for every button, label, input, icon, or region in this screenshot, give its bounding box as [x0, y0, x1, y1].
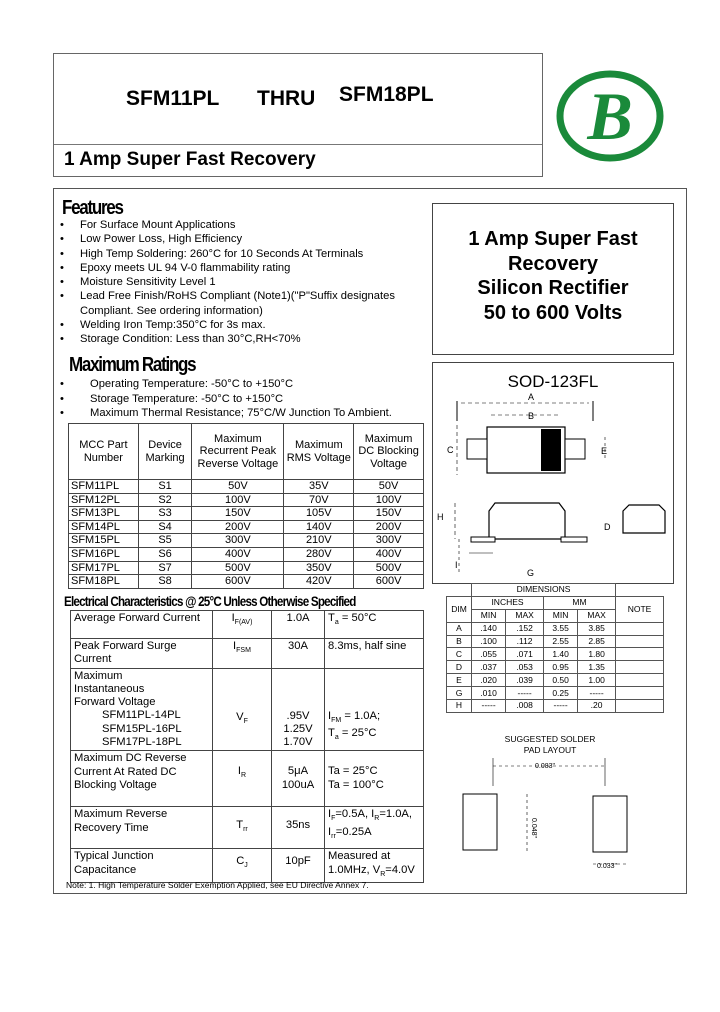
min-header: MIN — [472, 609, 506, 622]
cond-sub: R — [380, 871, 386, 879]
cond-sub: F — [331, 815, 336, 823]
max-ratings-table — [68, 423, 424, 589]
mm-header: MM — [544, 596, 616, 609]
cond-rest: = 1.0A; — [341, 709, 381, 722]
dimensions-table — [446, 583, 664, 713]
cond-text: 1.0MHz, V — [328, 863, 381, 876]
table-cell: SFM16PL — [69, 547, 139, 561]
symbol-cell — [213, 849, 272, 883]
table-cell: D — [447, 661, 472, 674]
solder-title-line: SUGGESTED SOLDER — [504, 734, 596, 744]
table-cell: 100V — [354, 493, 424, 507]
table-row — [69, 561, 424, 575]
solder-title-line: PAD LAYOUT — [523, 745, 577, 755]
table-cell: 200V — [192, 520, 284, 534]
condition-cell — [325, 611, 424, 639]
header-subtitle: 1 Amp Super Fast Recovery — [64, 149, 316, 170]
lead-left — [467, 439, 487, 459]
param-line: Forward Voltage — [74, 696, 156, 709]
table-cell: 140V — [284, 520, 354, 534]
dim-h-pad-label: 0.048" — [530, 818, 537, 839]
summary-box — [432, 203, 674, 355]
table-cell: 100V — [192, 493, 284, 507]
solder-title — [470, 734, 630, 756]
symbol-text: V — [236, 710, 244, 723]
table-cell: E — [447, 674, 472, 687]
table-cell: 600V — [192, 575, 284, 589]
table-cell: 50V — [354, 480, 424, 494]
param-cell: Maximum DC Reverse Current At Rated DC Blocking Voltage — [71, 751, 213, 807]
symbol-sub: J — [244, 862, 248, 870]
table-cell: 200V — [354, 520, 424, 534]
param-cell: Peak Forward Surge Current — [71, 639, 213, 669]
table-cell: SFM13PL — [69, 507, 139, 521]
table-cell: ----- — [506, 687, 544, 700]
symbol-text: I — [231, 612, 235, 624]
table-cell: 50V — [192, 480, 284, 494]
table-row — [71, 849, 424, 883]
max-ratings-title: Maximum Ratings — [69, 354, 196, 376]
table-cell: 280V — [284, 547, 354, 561]
cond-sub: a — [334, 734, 339, 742]
table-cell: SFM15PL — [69, 534, 139, 548]
dim-d-label: D — [604, 522, 611, 532]
table-cell: 0.25 — [544, 687, 578, 700]
table-cell: SFM12PL — [69, 493, 139, 507]
table-cell: S1 — [138, 480, 192, 494]
table-row — [447, 635, 664, 648]
condition-cell: 8.3ms, half sine — [325, 639, 424, 669]
cond-text: I — [328, 709, 332, 722]
condition-cell — [325, 751, 424, 807]
cond-text: T — [328, 727, 335, 740]
col-header: Maximum DC Blocking Voltage — [354, 424, 424, 480]
cond-rest: =1.0A, — [379, 808, 412, 821]
logo-letter: B — [587, 78, 633, 154]
table-cell: 3.55 — [544, 622, 578, 635]
table-row — [69, 534, 424, 548]
package-box — [432, 362, 674, 584]
solder-pad-drawing — [455, 756, 655, 876]
table-cell: S5 — [138, 534, 192, 548]
empty-cell — [447, 584, 472, 597]
features-title: Features — [62, 197, 123, 219]
pad-right — [593, 796, 627, 852]
table-cell: SFM14PL — [69, 520, 139, 534]
table-cell: 420V — [284, 575, 354, 589]
table-cell — [616, 674, 664, 687]
table-cell — [616, 687, 664, 700]
value-line: 1.70V — [283, 736, 313, 749]
symbol-cell — [213, 611, 272, 639]
table-row — [447, 661, 664, 674]
elec-title: Electrical Characteristics @ 25°C Unless Otherwise Specified — [64, 594, 356, 609]
table-header-row — [69, 424, 424, 480]
table-cell: .20 — [578, 700, 616, 713]
table-cell — [616, 661, 664, 674]
param-cell — [71, 668, 213, 751]
header-box — [53, 53, 543, 177]
cond-rest: = 50°C — [338, 612, 377, 624]
cond-sub: a — [334, 619, 339, 627]
param-line: SFM11PL-14PL — [102, 709, 181, 722]
param-line: Maximum — [74, 669, 123, 682]
feature-item: • Moisture Sensitivity Level 1 — [52, 275, 432, 289]
feature-item: • Epoxy meets UL 94 V-0 flammability rating — [52, 261, 432, 275]
feature-item: • For Surface Mount Applications — [52, 218, 432, 232]
table-cell: 300V — [354, 534, 424, 548]
table-row — [69, 507, 424, 521]
table-cell: SFM18PL — [69, 575, 139, 589]
cathode-band — [541, 429, 561, 471]
table-cell: G — [447, 687, 472, 700]
table-cell — [616, 635, 664, 648]
param-line: SFM17PL-18PL — [102, 736, 182, 749]
inches-header: INCHES — [472, 596, 544, 609]
max-header: MAX — [506, 609, 544, 622]
feature-item: • Storage Condition: Less than 30°C,RH<70% — [52, 332, 432, 346]
dim-g-label: G — [527, 568, 535, 578]
table-cell: 210V — [284, 534, 354, 548]
cond-rest: =0.25A — [335, 826, 372, 839]
table-cell: 150V — [192, 507, 284, 521]
features-list-wrap — [52, 218, 432, 347]
footnote: Note: 1. High Temperature Solder Exemption Applied, see EU Directive Annex 7. — [66, 880, 369, 890]
param-cell: Maximum Reverse Recovery Time — [71, 807, 213, 849]
table-row — [71, 639, 424, 669]
pad-left — [463, 794, 497, 850]
table-cell: SFM11PL — [69, 480, 139, 494]
brand-logo — [556, 62, 664, 170]
table-cell — [616, 622, 664, 635]
table-cell: .140 — [472, 622, 506, 635]
thru-label: THRU — [257, 87, 316, 110]
table-row — [447, 648, 664, 661]
table-cell: .010 — [472, 687, 506, 700]
elec-table — [70, 610, 424, 883]
symbol-text: I — [237, 765, 242, 778]
dims-title: DIMENSIONS — [472, 584, 616, 597]
feature-item: • Welding Iron Temp:350°C for 3s max. — [52, 318, 432, 332]
table-row — [71, 807, 424, 849]
symbol-sub: rr — [243, 826, 248, 834]
symbol-cell — [213, 639, 272, 669]
table-row — [69, 575, 424, 589]
table-cell: 500V — [354, 561, 424, 575]
rating-bullet: • Operating Temperature: -50°C to +150°C — [52, 377, 432, 392]
note-header: NOTE — [616, 596, 664, 622]
cond-rest: = 25°C — [338, 727, 377, 740]
table-row — [69, 520, 424, 534]
symbol-cell — [213, 751, 272, 807]
symbol-cell — [213, 807, 272, 849]
table-cell: 1.80 — [578, 648, 616, 661]
symbol-text: T — [236, 819, 244, 832]
table-cell: H — [447, 700, 472, 713]
table-row — [447, 584, 664, 597]
summary-line: Recovery — [507, 252, 599, 275]
cond-line: Ta = 100°C — [328, 778, 384, 791]
table-cell: A — [447, 622, 472, 635]
table-cell: SFM17PL — [69, 561, 139, 575]
table-row — [447, 622, 664, 635]
body-side-view — [489, 503, 565, 539]
value-cell: 35ns — [272, 807, 325, 849]
feature-item: • Low Power Loss, High Efficiency — [52, 232, 432, 246]
part-end: SFM18PL — [339, 83, 434, 106]
table-cell: S7 — [138, 561, 192, 575]
col-header: MCC Part Number — [69, 424, 139, 480]
value-cell: 10pF — [272, 849, 325, 883]
summary-line: 50 to 600 Volts — [483, 301, 623, 324]
table-row — [69, 493, 424, 507]
table-cell: .100 — [472, 635, 506, 648]
table-cell: 70V — [284, 493, 354, 507]
cond-sub: FM — [331, 716, 342, 724]
dim-w-label: 0.083" — [535, 763, 556, 770]
table-cell: S3 — [138, 507, 192, 521]
table-cell: ----- — [578, 687, 616, 700]
table-cell: 350V — [284, 561, 354, 575]
value-cell: 1.0A — [272, 611, 325, 639]
table-cell: 400V — [192, 547, 284, 561]
table-cell: .008 — [506, 700, 544, 713]
symbol-sub: F — [243, 717, 248, 725]
table-cell: C — [447, 648, 472, 661]
value-line: 1.25V — [283, 722, 313, 735]
body-end-view — [623, 505, 665, 533]
table-cell: .039 — [506, 674, 544, 687]
max-header: MAX — [578, 609, 616, 622]
table-cell — [616, 700, 664, 713]
table-cell: S4 — [138, 520, 192, 534]
table-cell: 1.00 — [578, 674, 616, 687]
table-cell: ----- — [544, 700, 578, 713]
table-row — [69, 547, 424, 561]
table-cell: 35V — [284, 480, 354, 494]
table-cell: .055 — [472, 648, 506, 661]
table-cell: 1.40 — [544, 648, 578, 661]
symbol-sub: R — [241, 772, 247, 780]
table-cell: S6 — [138, 547, 192, 561]
cond-sub: rr — [331, 833, 336, 841]
table-row — [69, 480, 424, 494]
table-cell: 0.95 — [544, 661, 578, 674]
table-cell: 300V — [192, 534, 284, 548]
table-cell: ----- — [472, 700, 506, 713]
package-name: SOD-123FL — [507, 372, 599, 391]
dim-a-label: A — [528, 392, 535, 402]
table-cell — [616, 648, 664, 661]
package-drawing — [433, 363, 673, 583]
col-header: Maximum Recurrent Peak Reverse Voltage — [192, 424, 284, 480]
col-header: Maximum RMS Voltage — [284, 424, 354, 480]
symbol-cell — [213, 668, 272, 751]
table-cell: 400V — [354, 547, 424, 561]
feature-item: • Lead Free Finish/RoHS Compliant (Note1)("P"Suffix designates Compliant. See ordering information) — [52, 289, 432, 318]
value-line: 100uA — [281, 778, 315, 791]
condition-cell — [325, 849, 424, 883]
value-cell — [272, 751, 325, 807]
table-row — [447, 687, 664, 700]
value-line: 5μA — [287, 765, 309, 778]
table-row — [447, 674, 664, 687]
cond-rest: =4.0V — [385, 863, 415, 876]
table-cell: B — [447, 635, 472, 648]
table-row — [71, 611, 424, 639]
dim-c-label: C — [447, 445, 454, 455]
table-cell: 600V — [354, 575, 424, 589]
max-ratings-bullets-wrap — [52, 377, 432, 421]
dim-h-label: H — [437, 512, 444, 522]
cond-rest: =0.5A, I — [335, 808, 375, 821]
table-cell: 2.85 — [578, 635, 616, 648]
summary-line: 1 Amp Super Fast — [468, 228, 638, 250]
symbol-text: C — [236, 855, 245, 868]
empty-cell — [616, 584, 664, 597]
col-header: Device Marking — [138, 424, 192, 480]
value-line: .95V — [286, 709, 310, 722]
dim-i-label: I — [455, 560, 458, 570]
lead-right — [565, 439, 585, 459]
table-cell: .152 — [506, 622, 544, 635]
table-cell: .112 — [506, 635, 544, 648]
dim-b-label: B — [528, 411, 535, 421]
cond-line: Measured at — [328, 850, 391, 863]
value-cell: 30A — [272, 639, 325, 669]
summary-line: Silicon Rectifier — [477, 277, 629, 299]
table-row — [447, 700, 664, 713]
max-ratings-bullets — [52, 377, 432, 421]
table-cell: 0.50 — [544, 674, 578, 687]
table-cell: 105V — [284, 507, 354, 521]
table-cell: 1.35 — [578, 661, 616, 674]
cond-text: T — [328, 612, 335, 624]
table-row — [71, 668, 424, 751]
dim-e-label: E — [601, 446, 608, 456]
cond-text: I — [328, 808, 332, 821]
cond-text: I — [328, 826, 332, 839]
value-cell — [272, 668, 325, 751]
table-cell: .053 — [506, 661, 544, 674]
rating-bullet: • Maximum Thermal Resistance; 75°C/W Junction To Ambient. — [52, 406, 432, 421]
condition-cell — [325, 668, 424, 751]
feature-item: • High Temp Soldering: 260°C for 10 Seconds At Terminals — [52, 247, 432, 261]
rating-bullet: • Storage Temperature: -50°C to +150°C — [52, 392, 432, 407]
symbol-text: I — [233, 640, 237, 652]
features-list — [52, 218, 432, 347]
table-cell: .037 — [472, 661, 506, 674]
symbol-sub: FSM — [236, 647, 251, 655]
table-cell: S8 — [138, 575, 192, 589]
table-cell: .071 — [506, 648, 544, 661]
dim-g-pad-label: 0.033" — [597, 863, 618, 870]
symbol-sub: F(AV) — [234, 619, 253, 627]
part-start: SFM11PL — [126, 87, 220, 110]
header-divider — [54, 144, 542, 145]
table-cell: 3.85 — [578, 622, 616, 635]
cond-line: Ta = 25°C — [328, 765, 378, 778]
table-cell: 2.55 — [544, 635, 578, 648]
table-cell: 150V — [354, 507, 424, 521]
table-cell: S2 — [138, 493, 192, 507]
param-line: Instantaneous — [74, 682, 145, 695]
table-cell: .020 — [472, 674, 506, 687]
min-header: MIN — [544, 609, 578, 622]
param-line: SFM15PL-16PL — [102, 722, 182, 735]
table-row — [71, 751, 424, 807]
condition-cell — [325, 807, 424, 849]
param-cell: Average Forward Current — [71, 611, 213, 639]
dim-header: DIM — [447, 596, 472, 622]
table-cell: 500V — [192, 561, 284, 575]
cond-sub: R — [374, 815, 380, 823]
param-cell: Typical Junction Capacitance — [71, 849, 213, 883]
table-row — [447, 596, 664, 609]
